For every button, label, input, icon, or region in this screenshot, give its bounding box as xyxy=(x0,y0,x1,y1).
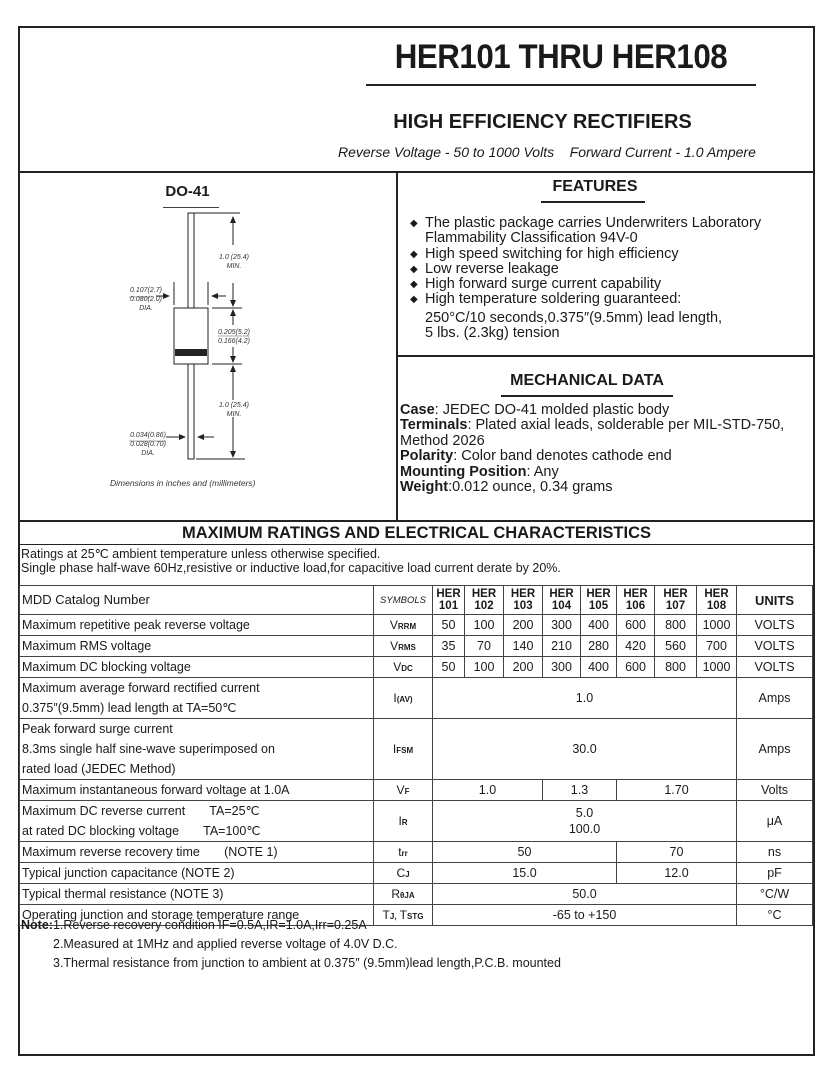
value-cell: 1000 xyxy=(697,615,737,636)
part-header xyxy=(465,586,504,615)
symbol-cell xyxy=(374,884,433,905)
param-line: rated load (JEDEC Method) xyxy=(22,762,176,776)
units-header: UNITS xyxy=(737,586,813,615)
feature-text: 5 lbs. (2.3kg) tension xyxy=(425,325,560,342)
param-line: at rated DC blocking voltage TA=100℃ xyxy=(22,824,261,838)
value-cell: 50 xyxy=(433,657,465,678)
part-number: 105 xyxy=(588,600,609,612)
param-line: Maximum DC reverse current TA=25℃ xyxy=(22,804,260,818)
part-prefix: HER xyxy=(704,588,729,600)
page-title: HER101 THRU HER108 xyxy=(394,38,728,76)
table-row-vrrm xyxy=(20,615,813,636)
mech-label: Weight xyxy=(400,479,449,496)
value-cell: 140 xyxy=(504,636,543,657)
value-cell: 400 xyxy=(581,615,617,636)
value-cell: 800 xyxy=(655,657,697,678)
value-cell: 50 xyxy=(433,615,465,636)
dim-value: 0.080(2.0) xyxy=(130,296,162,303)
body-length-dim xyxy=(216,328,252,346)
part-header xyxy=(433,586,465,615)
symbol: R xyxy=(391,887,401,901)
symbol-sub: RMS xyxy=(398,643,416,652)
dim-value: 0.028(0.70) xyxy=(130,441,166,448)
lead-length-bottom-dim xyxy=(216,401,252,419)
unit-cell: Amps xyxy=(737,719,813,780)
value-cell: 400 xyxy=(581,657,617,678)
symbol-sub: FSM xyxy=(396,746,414,755)
dim-note: DIA. xyxy=(141,450,155,457)
features-divider xyxy=(397,355,815,357)
note-text: 1.Reverse recovery condition IF=0.5A,IR=1.0A,Irr=0.25A xyxy=(52,918,367,932)
do41-package-diagram xyxy=(100,205,280,475)
value-cell: 70 xyxy=(617,842,737,863)
mech-label: Terminals xyxy=(400,417,468,434)
ratings-table xyxy=(19,585,813,926)
feature-item xyxy=(410,277,810,292)
catalog-header: MDD Catalog Number xyxy=(20,586,374,615)
param-label: Maximum instantaneous forward voltage at 1.0A xyxy=(20,780,374,801)
mechanical-data xyxy=(400,403,812,495)
symbol: I xyxy=(398,814,402,828)
unit-cell: Volts xyxy=(737,780,813,801)
features-list xyxy=(410,216,810,341)
dim-note: DIA. xyxy=(139,305,153,312)
symbol-cell xyxy=(374,636,433,657)
mech-sep: : xyxy=(526,463,534,480)
value-cell: 50.0 xyxy=(433,884,737,905)
part-header xyxy=(697,586,737,615)
note-item: 3.Thermal resistance from junction to ambient at 0.375″ (9.5mm)lead length,P.C.B. mounted xyxy=(53,956,561,970)
unit-cell: VOLTS xyxy=(737,615,813,636)
part-prefix: HER xyxy=(436,588,461,600)
value-cell: 300 xyxy=(543,615,581,636)
param-line: 0.375″(9.5mm) lead length at TA=50℃ xyxy=(22,701,237,715)
symbol-cell xyxy=(374,719,433,780)
mechanical-heading: MECHANICAL DATA xyxy=(510,372,664,389)
note-item: 2.Measured at 1MHz and applied reverse voltage of 4.0V D.C. xyxy=(53,937,398,951)
unit-cell: Amps xyxy=(737,678,813,719)
mech-value: JEDEC DO-41 molded plastic body xyxy=(442,402,670,418)
unit-cell: VOLTS xyxy=(737,657,813,678)
param-label: Maximum DC blocking voltage xyxy=(20,657,374,678)
dimensions-caption: Dimensions in inches and (millimeters) xyxy=(110,478,256,488)
table-row-ifsm xyxy=(20,719,813,780)
symbol: V xyxy=(393,660,402,674)
value-cell: 600 xyxy=(617,657,655,678)
part-header xyxy=(581,586,617,615)
param-label: Typical thermal resistance (NOTE 3) xyxy=(20,884,374,905)
note-item xyxy=(21,916,561,935)
part-number: 101 xyxy=(438,600,459,612)
feature-item xyxy=(410,262,810,277)
mech-value: Color band denotes cathode end xyxy=(461,448,672,465)
feature-text: High temperature soldering guaranteed: xyxy=(425,291,682,308)
mech-sep: : xyxy=(467,417,476,434)
mech-value: Plated axial leads, solderable per MIL-STD-750, Method 2026 xyxy=(400,417,785,449)
value-cell: 200 xyxy=(504,657,543,678)
dim-note: MIN. xyxy=(226,411,242,418)
value-cell: 1.70 xyxy=(617,780,737,801)
dim-value: 0.034(0.86) xyxy=(130,432,166,439)
mech-sep: : xyxy=(448,479,453,496)
value-cell: 1.3 xyxy=(543,780,617,801)
mech-item-case xyxy=(400,403,812,418)
table-row-ir xyxy=(20,801,813,842)
column-divider xyxy=(396,171,398,521)
value-cell: 300 xyxy=(543,657,581,678)
value-cell xyxy=(433,801,737,842)
feature-item xyxy=(410,247,810,262)
condition-text: Ratings at 25℃ ambient temperature unless otherwise specified. xyxy=(21,547,381,561)
reverse-voltage-rating: Reverse Voltage - 50 to 1000 Volts xyxy=(338,144,555,160)
symbol-cell xyxy=(374,842,433,863)
symbol: V xyxy=(396,783,405,797)
value-cell: 15.0 xyxy=(433,863,617,884)
part-number: 102 xyxy=(474,600,494,612)
symbol-sub: F xyxy=(404,787,410,796)
symbol-cell xyxy=(374,657,433,678)
dim-value: 0.107(2.7) xyxy=(130,287,162,294)
mech-sep: : xyxy=(434,402,443,418)
feature-text: The plastic package carries Underwriters Laboratory Flammability Classification 94V-0 xyxy=(425,215,762,247)
param-label: Maximum RMS voltage xyxy=(20,636,374,657)
title-underline xyxy=(366,84,756,86)
features-heading: FEATURES xyxy=(552,178,638,195)
page-subtitle: HIGH EFFICIENCY RECTIFIERS xyxy=(393,111,692,133)
table-row-cj xyxy=(20,863,813,884)
param-label: Operating junction and storage temperature range xyxy=(20,905,374,926)
header-divider xyxy=(18,171,815,173)
symbol: I xyxy=(392,742,397,756)
mech-value: 0.012 ounce, 0.34 grams xyxy=(452,479,613,496)
feature-text: High forward surge current capability xyxy=(425,276,662,293)
param-line: Maximum average forward rectified current xyxy=(22,681,260,695)
symbol-sub: STG xyxy=(407,912,424,921)
mech-item-polarity xyxy=(400,449,812,464)
param-label xyxy=(20,801,374,842)
param-label: Maximum repetitive peak reverse voltage xyxy=(20,615,374,636)
value-cell: 12.0 xyxy=(617,863,737,884)
table-row-vdc xyxy=(20,657,813,678)
table-row-rtheta xyxy=(20,884,813,905)
part-prefix: HER xyxy=(663,588,688,600)
symbol-sub: R xyxy=(401,818,408,827)
param-label xyxy=(20,719,374,780)
value-cell: 30.0 xyxy=(433,719,737,780)
mech-label: Mounting Position xyxy=(400,463,527,480)
symbol-sub: J xyxy=(405,870,410,879)
param-label: Typical junction capacitance (NOTE 2) xyxy=(20,863,374,884)
unit-cell: °C xyxy=(737,905,813,926)
part-number: 103 xyxy=(513,600,533,612)
value-cell: 280 xyxy=(581,636,617,657)
value-cell: 210 xyxy=(543,636,581,657)
symbol-cell xyxy=(374,678,433,719)
table-header-row xyxy=(20,586,813,615)
ratings-heading: MAXIMUM RATINGS AND ELECTRICAL CHARACTERISTICS xyxy=(181,524,652,542)
package-name: DO-41 xyxy=(165,183,210,200)
value-cell: 35 xyxy=(433,636,465,657)
value-cell: 1000 xyxy=(697,657,737,678)
feature-text: High speed switching for high efficiency xyxy=(425,245,679,262)
symbol-cell xyxy=(374,801,433,842)
symbol-cell xyxy=(374,780,433,801)
value-cell: 560 xyxy=(655,636,697,657)
body-diameter-dim xyxy=(128,286,164,313)
forward-current-rating: Forward Current - 1.0 Ampere xyxy=(569,144,756,160)
table-row-vrms xyxy=(20,636,813,657)
value-line: 100.0 xyxy=(568,822,601,836)
symbol-sub: DC xyxy=(401,664,413,673)
part-number: 108 xyxy=(706,600,727,612)
mech-sep: : xyxy=(453,448,462,465)
part-prefix: HER xyxy=(471,588,497,600)
unit-cell: °C/W xyxy=(737,884,813,905)
part-prefix: HER xyxy=(623,588,648,600)
part-header xyxy=(504,586,543,615)
part-prefix: HER xyxy=(510,588,536,600)
symbol-sub: (AV) xyxy=(396,695,413,704)
lead-diameter-dim xyxy=(128,431,168,458)
symbol: I xyxy=(393,691,397,705)
feature-item xyxy=(410,216,810,247)
mech-item-terminals xyxy=(400,418,812,449)
dim-value: 1.0 (25.4) xyxy=(219,402,249,409)
symbol: C xyxy=(396,866,406,880)
value-cell: 100 xyxy=(465,615,504,636)
notes xyxy=(21,916,561,973)
symbol-sub: rr xyxy=(401,849,408,858)
mech-value: Any xyxy=(533,463,559,480)
unit-cell: ns xyxy=(737,842,813,863)
top-section-divider xyxy=(18,520,815,522)
headline-ratings xyxy=(338,144,808,160)
part-number: 106 xyxy=(625,600,646,612)
param-line: Peak forward surge current xyxy=(22,722,173,736)
value-line: 5.0 xyxy=(575,806,594,820)
table-row-trr xyxy=(20,842,813,863)
condition-text: Single phase half-wave 60Hz,resistive or inductive load,for capacitive load current derate by 20%. xyxy=(21,560,561,575)
notes-label: Note: xyxy=(21,918,53,932)
param-line: 8.3ms single half sine-wave superimposed on xyxy=(22,742,275,756)
symbol-sub: J, xyxy=(389,912,397,921)
mech-item-weight xyxy=(400,480,812,495)
bullet-icon: ◆ xyxy=(410,294,418,306)
feature-item xyxy=(410,292,810,307)
unit-cell: μA xyxy=(737,801,813,842)
value-cell: 200 xyxy=(504,615,543,636)
symbol: t xyxy=(398,845,402,859)
value-cell: 1.0 xyxy=(433,780,543,801)
part-header xyxy=(543,586,581,615)
mechanical-underline xyxy=(501,395,673,397)
dim-value: 1.0 (25.4) xyxy=(219,254,249,261)
mech-label: Case xyxy=(400,402,435,418)
value-cell: 70 xyxy=(465,636,504,657)
symbol-sub: θJA xyxy=(400,891,415,900)
symbol: T xyxy=(382,908,390,922)
value-cell: -65 to +150 xyxy=(433,905,737,926)
part-header xyxy=(655,586,697,615)
ratings-heading-divider xyxy=(18,544,815,545)
bullet-icon: ◆ xyxy=(410,218,418,229)
symbol: V xyxy=(390,639,399,653)
symbol: V xyxy=(389,618,398,632)
part-prefix: HER xyxy=(549,588,574,600)
table-row-iav xyxy=(20,678,813,719)
part-header xyxy=(617,586,655,615)
features-underline xyxy=(541,201,645,203)
bullet-icon: ◆ xyxy=(410,279,418,291)
lead-length-top-dim xyxy=(216,253,252,271)
value-cell: 100 xyxy=(465,657,504,678)
part-number: 107 xyxy=(665,600,686,612)
value-cell: 420 xyxy=(617,636,655,657)
feature-continuation xyxy=(410,311,810,342)
mech-label: Polarity xyxy=(400,448,454,465)
dim-value: 0.205(5.2) xyxy=(218,329,250,336)
value-cell: 800 xyxy=(655,615,697,636)
dim-value: 0.166(4.2) xyxy=(218,338,250,345)
value-cell: 600 xyxy=(617,615,655,636)
ratings-conditions xyxy=(21,548,561,575)
symbol-cell xyxy=(374,615,433,636)
symbols-header: SYMBOLS xyxy=(374,586,433,615)
unit-cell: pF xyxy=(737,863,813,884)
value-cell: 700 xyxy=(697,636,737,657)
part-prefix: HER xyxy=(586,588,611,600)
symbol: T xyxy=(396,908,407,922)
dim-note: MIN. xyxy=(226,263,242,270)
bullet-icon: ◆ xyxy=(410,263,418,275)
param-label xyxy=(20,678,374,719)
feature-text: Low reverse leakage xyxy=(425,260,559,277)
value-cell: 1.0 xyxy=(433,678,737,719)
param-label: Maximum reverse recovery time (NOTE 1) xyxy=(20,842,374,863)
value-cell: 50 xyxy=(433,842,617,863)
bullet-icon: ◆ xyxy=(410,248,418,260)
part-number: 104 xyxy=(551,600,572,612)
table-row-vf xyxy=(20,780,813,801)
symbol-sub: RRM xyxy=(397,622,417,631)
unit-cell: VOLTS xyxy=(737,636,813,657)
feature-text: 250°C/10 seconds,0.375″(9.5mm) lead length, xyxy=(425,309,723,326)
symbol-cell xyxy=(374,863,433,884)
mech-item-mounting xyxy=(400,465,812,480)
